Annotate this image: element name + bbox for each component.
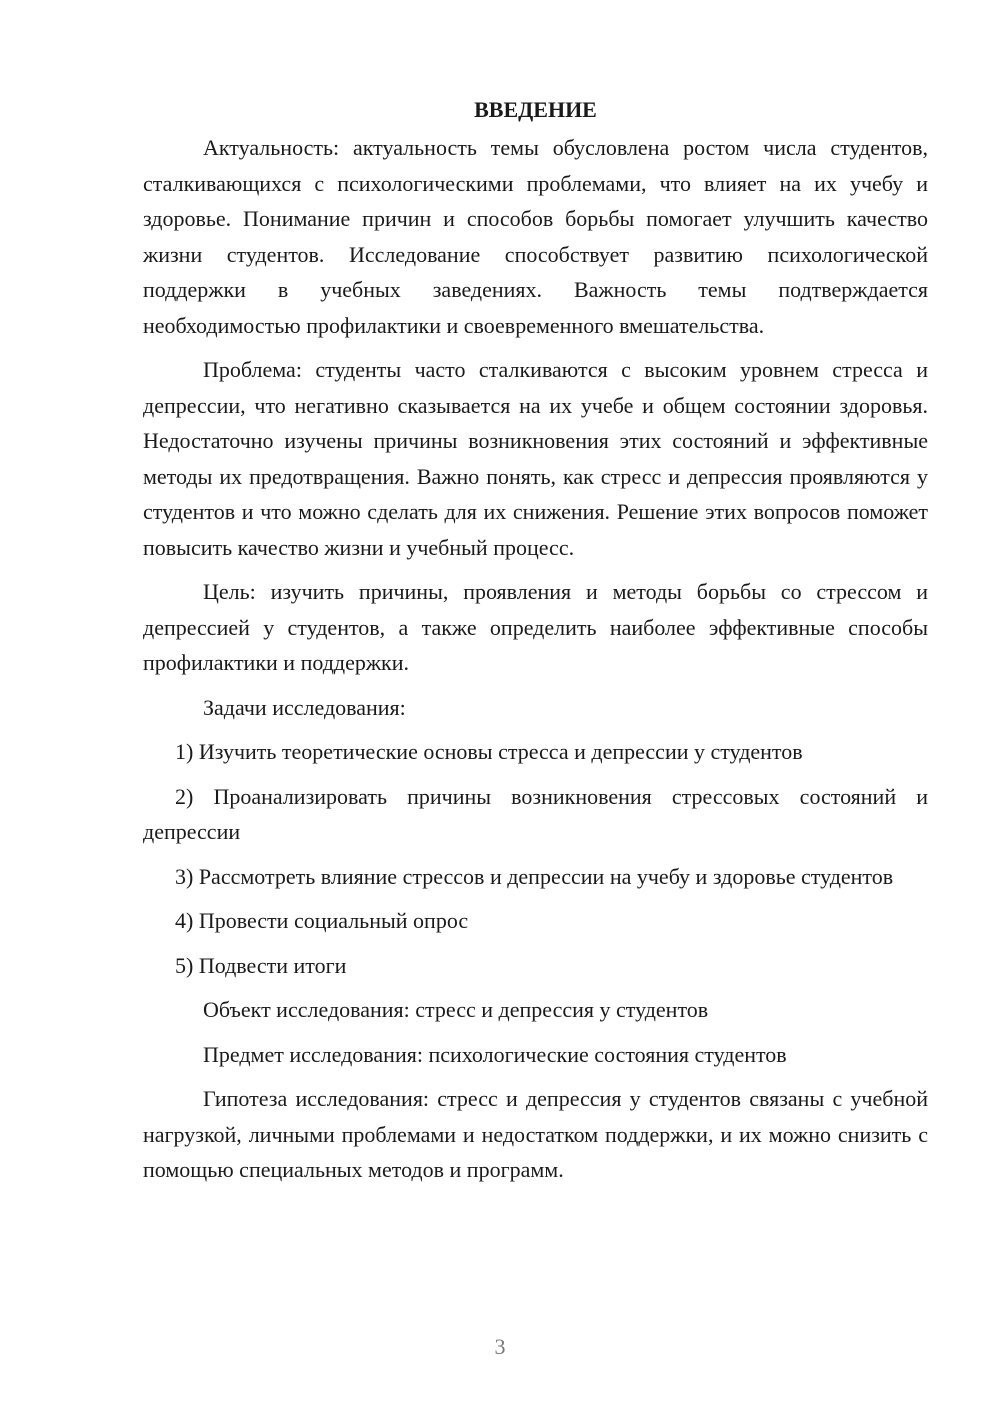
page-number: 3 [494, 1334, 506, 1359]
paragraph-subject: Предмет исследования: психологические состояния студентов [203, 1041, 787, 1067]
task-item: 2) Проанализировать причины возникновения стрессовых состояний и депрессии [143, 783, 928, 844]
paragraph-relevance: Актуальность: актуальность темы обусловлена ростом числа студентов, сталкивающихся с психологическими проблемами, что влияет на их учебу и здоровье. Понимание причин и способов борьбы помогает улучшить качество жизни студентов. Исследование способствует развитию психологической поддержки в учебных заведениях. Важность темы подтверждается необходимостью профилактики и своевременного вмешательства. [143, 135, 928, 338]
paragraph-problem: Проблема: студенты часто сталкиваются с высоким уровнем стресса и депрессии, что негативно сказывается на их учебе и общем состоянии здоровья. Недостаточно изучены причины возникновения этих состояний и эффективные методы их предотвращения. Важно понять, как стресс и депрессия проявляются у студентов и что можно сделать для их снижения. Решение этих вопросов поможет повысить качество жизни и учебный процесс. [143, 357, 928, 560]
task-item: 1) Изучить теоретические основы стресса и депрессии у студентов [175, 739, 803, 764]
paragraph-object: Объект исследования: стресс и депрессия у студентов [203, 997, 709, 1022]
paragraph-tasks-heading: Задачи исследования: [203, 694, 406, 720]
paragraph-goal: Цель: изучить причины, проявления и методы борьбы со стрессом и депрессией у студентов, а также определить наиболее эффективные способы профилактики и поддержки. [143, 579, 928, 675]
task-item: 3) Рассмотреть влияние стрессов и депрессии на учебу и здоровье студентов [175, 863, 894, 889]
document-page [143, 92, 928, 1188]
section-title: ВВЕДЕНИЕ [474, 97, 597, 122]
paragraph-hypothesis: Гипотеза исследования: стресс и депрессия у студентов связаны с учебной нагрузкой, личными проблемами и недостатком поддержки, и их можно снизить с помощью специальных методов и программ. [143, 1086, 928, 1182]
task-item: 5) Подвести итоги [175, 952, 347, 978]
task-item: 4) Провести социальный опрос [175, 908, 469, 933]
